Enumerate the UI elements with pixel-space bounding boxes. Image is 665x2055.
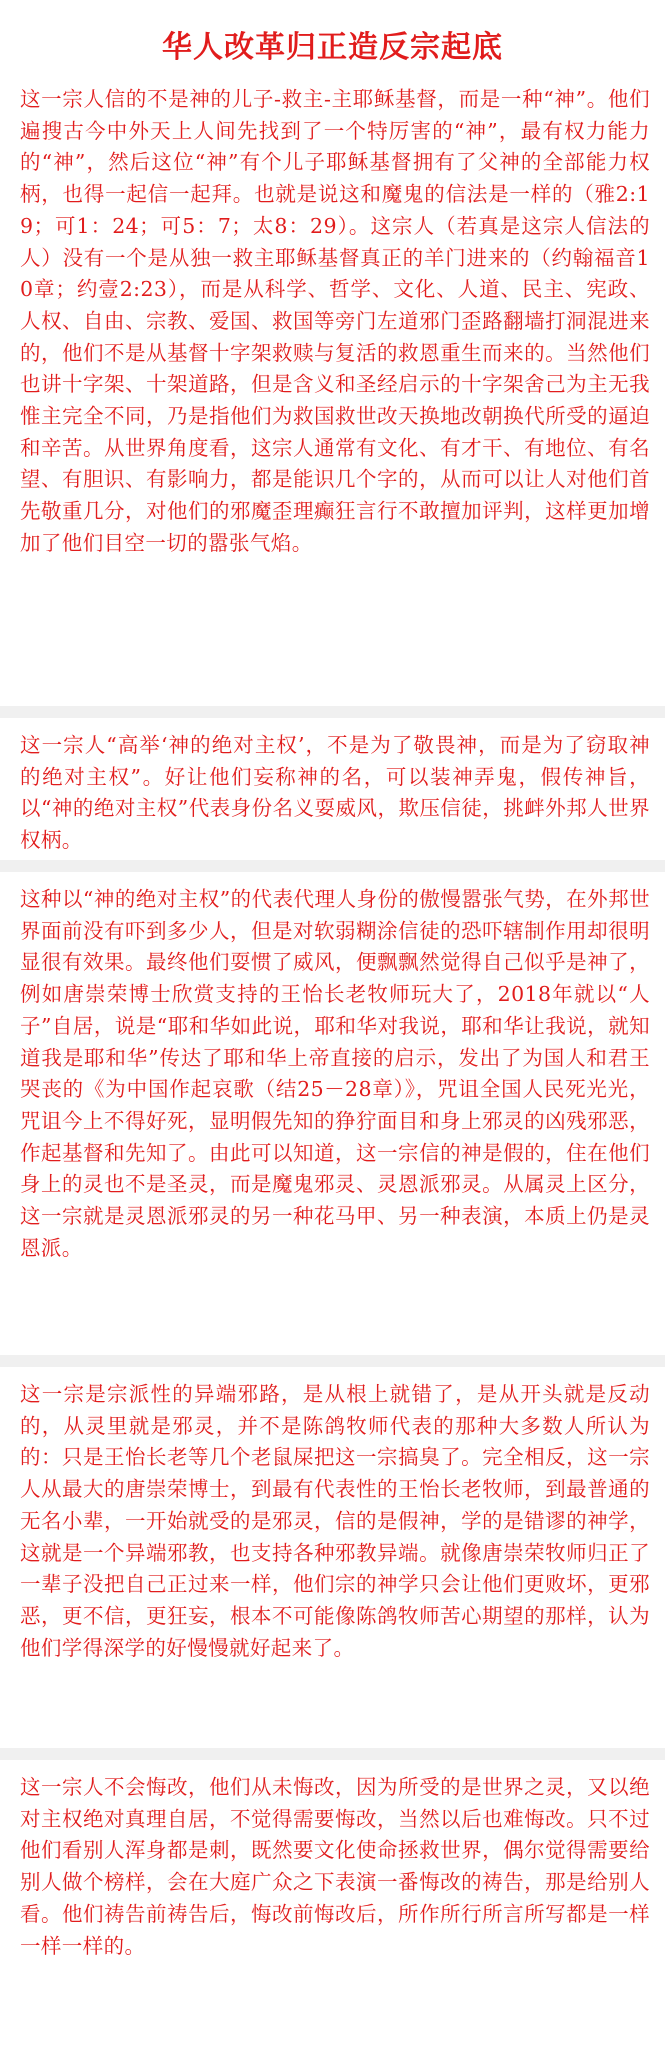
paragraph-1: 这一宗人信的不是神的儿子-救主-主耶稣基督，而是一种“神”。他们遍搜古今中外天上人间先找到了一个特厉害的“神”，最有权力能力的“神”，然后这位“神”有个儿子耶稣基督拥有了父神的全部能力权柄，也得一起信一起拜。也就是说这和魔鬼的信法是一样的（雅2:19；可1：24；可5：7；太8：29）。这宗人（若真是这宗人信法的人）没有一个是从独一救主耶稣基督真正的羊门进来的（约翰福音10章；约壹2:23），而是从科学、哲学、文化、人道、民主、宪政、人权、自由、宗教、爱国、救国等旁门左道邪门歪路翻墙打洞混进来的，他们不是从基督十字架救赎与复活的救恩重生而来的。当然他们也讲十字架、十架道路，但是含义和圣经启示的十字架舍己为主无我惟主完全不同，乃是指他们为救国救世改天换地改朝换代所受的逼迫和辛苦。从世界角度看，这宗人通常有文化、有才干、有地位、有名望、有胆识、有影响力，都是能识几个字的，从而可以让人对他们首先敬重几分，对他们的邪魔歪理癫狂言行不敢擅加评判，这样更加增加了他们目空一切的嚣张气焰。 [20, 87, 650, 555]
paragraph-3: 这种以“神的绝对主权”的代表代理人身份的傲慢嚣张气势，在外邦世界面前没有吓到多少人，但是对软弱糊涂信徒的恐吓辖制作用却很明显很有效果。最终他们耍惯了威风，便飘飘然觉得自己似乎是神了，例如唐崇荣博士欣赏支持的王怡长老牧师玩大了，2018年就以“人子”自居，说是“耶和华如此说，耶和华对我说，耶和华让我说，就知道我是耶和华”传达了耶和华上帝直接的启示，发出了为国人和君王哭丧的《为中国作起哀歌（结25－28章）》，咒诅全国人民死光光，咒诅今上不得好死，显明假先知的狰狞面目和身上邪灵的凶残邪恶，作起基督和先知了。由此可以知道，这一宗信的神是假的，住在他们身上的灵也不是圣灵，而是魔鬼邪灵、灵恩派邪灵。从属灵上区分，这一宗就是灵恩派邪灵的另一种花马甲、另一种表演，本质上仍是灵恩派。 [20, 887, 650, 1260]
paragraph-5: 这一宗人不会悔改，他们从未悔改，因为所受的是世界之灵，又以绝对主权绝对真理自居，不觉得需要悔改，当然以后也难悔改。只不过他们看别人浑身都是刺，既然要文化使命拯救世界，偶尔觉得需要给别人做个榜样，会在大庭广众之下表演一番悔改的祷告，那是给别人看。他们祷告前祷告后，悔改前悔改后，所作所行所言所写都是一样一样一样的。 [20, 1775, 650, 1958]
paragraph-divider [0, 860, 665, 872]
paragraph-4: 这一宗是宗派性的异端邪路，是从根上就错了，是从开头就是反动的，从灵里就是邪灵，并不是陈鸽牧师代表的那种大多数人所认为的：只是王怡长老等几个老鼠屎把这一宗搞臭了。完全相反，这一宗人从最大的唐崇荣博士，到最有代表性的王怡长老牧师，到最普通的无名小辈，一开始就受的是邪灵，信的是假神，学的是错谬的神学，这就是一个异端邪教，也支持各种邪教异端。就像唐崇荣牧师归正了一辈子没把自己正过来一样，他们宗的神学只会让他们更败坏，更邪恶，更不信，更狂妄，根本不可能像陈鸽牧师苦心期望的那样，认为他们学得深学的好慢慢就好起来了。 [20, 1382, 650, 1660]
paragraph-divider [0, 706, 665, 718]
paragraph-divider [0, 1355, 665, 1367]
article-title: 华人改革归正造反宗起底 [162, 30, 503, 65]
paragraph-2: 这一宗人“高举‘神的绝对主权’，不是为了敬畏神，而是为了窃取神的绝对主权”。好让他们妄称神的名，可以装神弄鬼，假传神旨，以“神的绝对主权”代表身份名义耍威风，欺压信徒，挑衅外邦人世界权柄。 [20, 733, 650, 853]
paragraph-divider [0, 1748, 665, 1760]
